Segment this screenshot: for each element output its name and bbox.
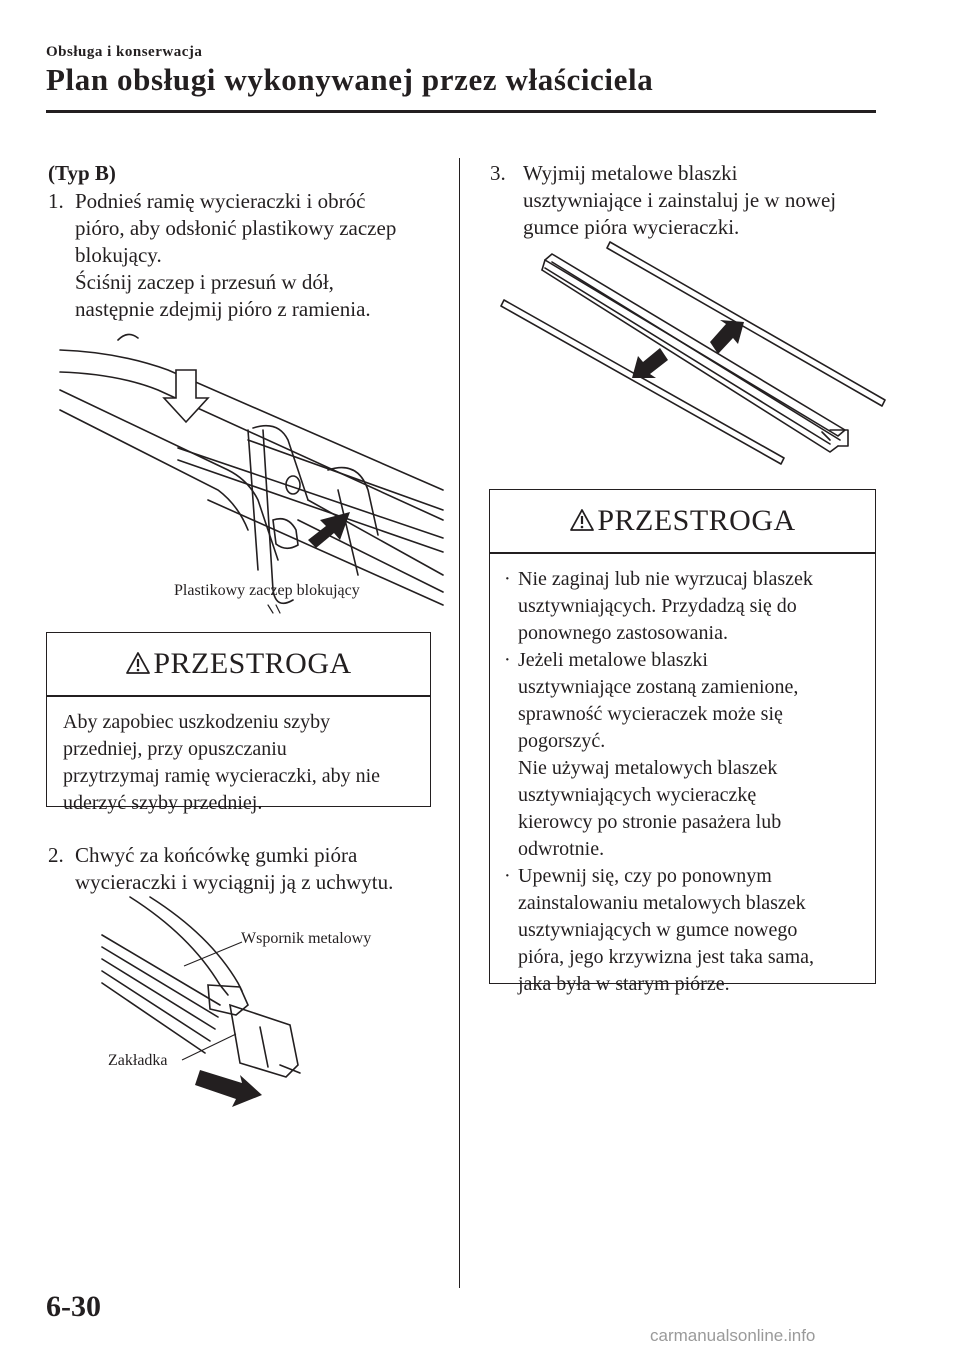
- bullet-line: sprawność wycieraczek może się: [518, 702, 783, 725]
- step-number: 3.: [490, 161, 506, 185]
- step-line: blokujący.: [75, 243, 162, 267]
- caution-line: przedniej, przy opuszczaniu: [63, 737, 287, 760]
- caution-line: uderzyć szyby przedniej.: [63, 791, 263, 814]
- label-metal-bracket: Wspornik metalowy: [241, 930, 372, 947]
- caution-bullet: [504, 566, 859, 647]
- bullet-line: jaka była w starym piórze.: [518, 972, 730, 995]
- step-line: następnie zdejmij pióro z ramienia.: [75, 297, 371, 321]
- subheading-type-b: (Typ B): [48, 161, 116, 185]
- step-text: [523, 160, 880, 241]
- bullet-line: zainstalowaniu metalowych blaszek: [518, 891, 806, 914]
- column-divider: [459, 158, 460, 1288]
- step-line: Wyjmij metalowe blaszki: [523, 161, 738, 185]
- bullet-line: ponownego zastosowania.: [518, 621, 728, 644]
- section-label: Obsługa i konserwacja: [46, 44, 203, 60]
- step-line: pióro, aby odsłonić plastikowy zaczep: [75, 216, 397, 240]
- bullet-line: usztywniających. Przydadzą się do: [518, 594, 797, 617]
- bullet-line: usztywniające zostaną zamienione,: [518, 675, 799, 698]
- bullet-line: Upewnij się, czy po ponownym: [518, 864, 772, 887]
- caution-text: [490, 554, 875, 1012]
- caution-title: [47, 647, 430, 681]
- step-line: Podnieś ramię wycieraczki i obróć: [75, 189, 366, 213]
- warning-triangle-icon: [125, 651, 151, 675]
- caution-text: [47, 697, 430, 831]
- step-number: 2.: [48, 843, 64, 867]
- page-title: Plan obsługi wykonywanej przez właściciela: [46, 62, 654, 97]
- caution-bullet: [504, 863, 859, 998]
- title-rule: [46, 110, 876, 113]
- caution-title-text: PRZESTROGA: [597, 504, 796, 537]
- bullet-line: Jeżeli metalowe blaszki: [518, 648, 708, 671]
- step-text: [75, 188, 448, 323]
- warning-triangle-icon: [569, 508, 595, 532]
- caution-title-text: PRZESTROGA: [153, 647, 352, 680]
- step-3: [490, 160, 880, 241]
- bullet-line: Nie zaginaj lub nie wyrzucaj blaszek: [518, 567, 813, 590]
- figure-1-caption: Plastikowy zaczep blokujący: [174, 582, 360, 599]
- step-number: 1.: [48, 189, 64, 213]
- bullet-line: usztywniających wycieraczkę: [518, 783, 757, 806]
- step-1: [48, 188, 448, 323]
- caution-box-left: [46, 632, 431, 814]
- caution-box-right: [489, 489, 876, 995]
- caution-bullet: [504, 647, 859, 863]
- bullet-dot: ·: [504, 864, 511, 887]
- leader-line: [180, 1030, 240, 1065]
- step-text: [75, 842, 448, 896]
- watermark: carmanualsonline.info: [650, 1326, 816, 1345]
- step-line: Ściśnij zaczep i przesuń w dół,: [75, 270, 334, 294]
- bullet-line: kierowcy po stronie pasażera lub: [518, 810, 782, 833]
- label-tab: Zakładka: [108, 1052, 168, 1069]
- step-line: Chwyć za końcówkę gumki pióra: [75, 843, 358, 867]
- caution-line: przytrzymaj ramię wycieraczki, aby nie: [63, 764, 381, 787]
- bullet-dot: ·: [504, 648, 511, 671]
- bullet-line: odwrotnie.: [518, 837, 605, 860]
- step-2: [48, 842, 448, 896]
- step-line: gumce pióra wycieraczki.: [523, 215, 740, 239]
- step-line: wycieraczki i wyciągnij ją z uchwytu.: [75, 870, 394, 894]
- caution-title: [490, 504, 875, 538]
- bullet-line: pogorszyć.: [518, 729, 606, 752]
- wiper-release-illustration: [58, 330, 448, 620]
- caution-line: Aby zapobiec uszkodzeniu szyby: [63, 710, 331, 733]
- bullet-line: usztywniających w gumce nowego: [518, 918, 798, 941]
- bullet-dot: ·: [504, 567, 511, 590]
- stiffener-strips-illustration: [500, 240, 890, 465]
- leader-line: [180, 940, 250, 970]
- wiper-rubber-removal-illustration: [100, 895, 330, 1110]
- bullet-line: pióra, jego krzywizna jest taka sama,: [518, 945, 814, 968]
- bullet-line: Nie używaj metalowych blaszek: [518, 756, 778, 779]
- step-line: usztywniające i zainstaluj je w nowej: [523, 188, 837, 212]
- page-number: 6-30: [46, 1290, 101, 1323]
